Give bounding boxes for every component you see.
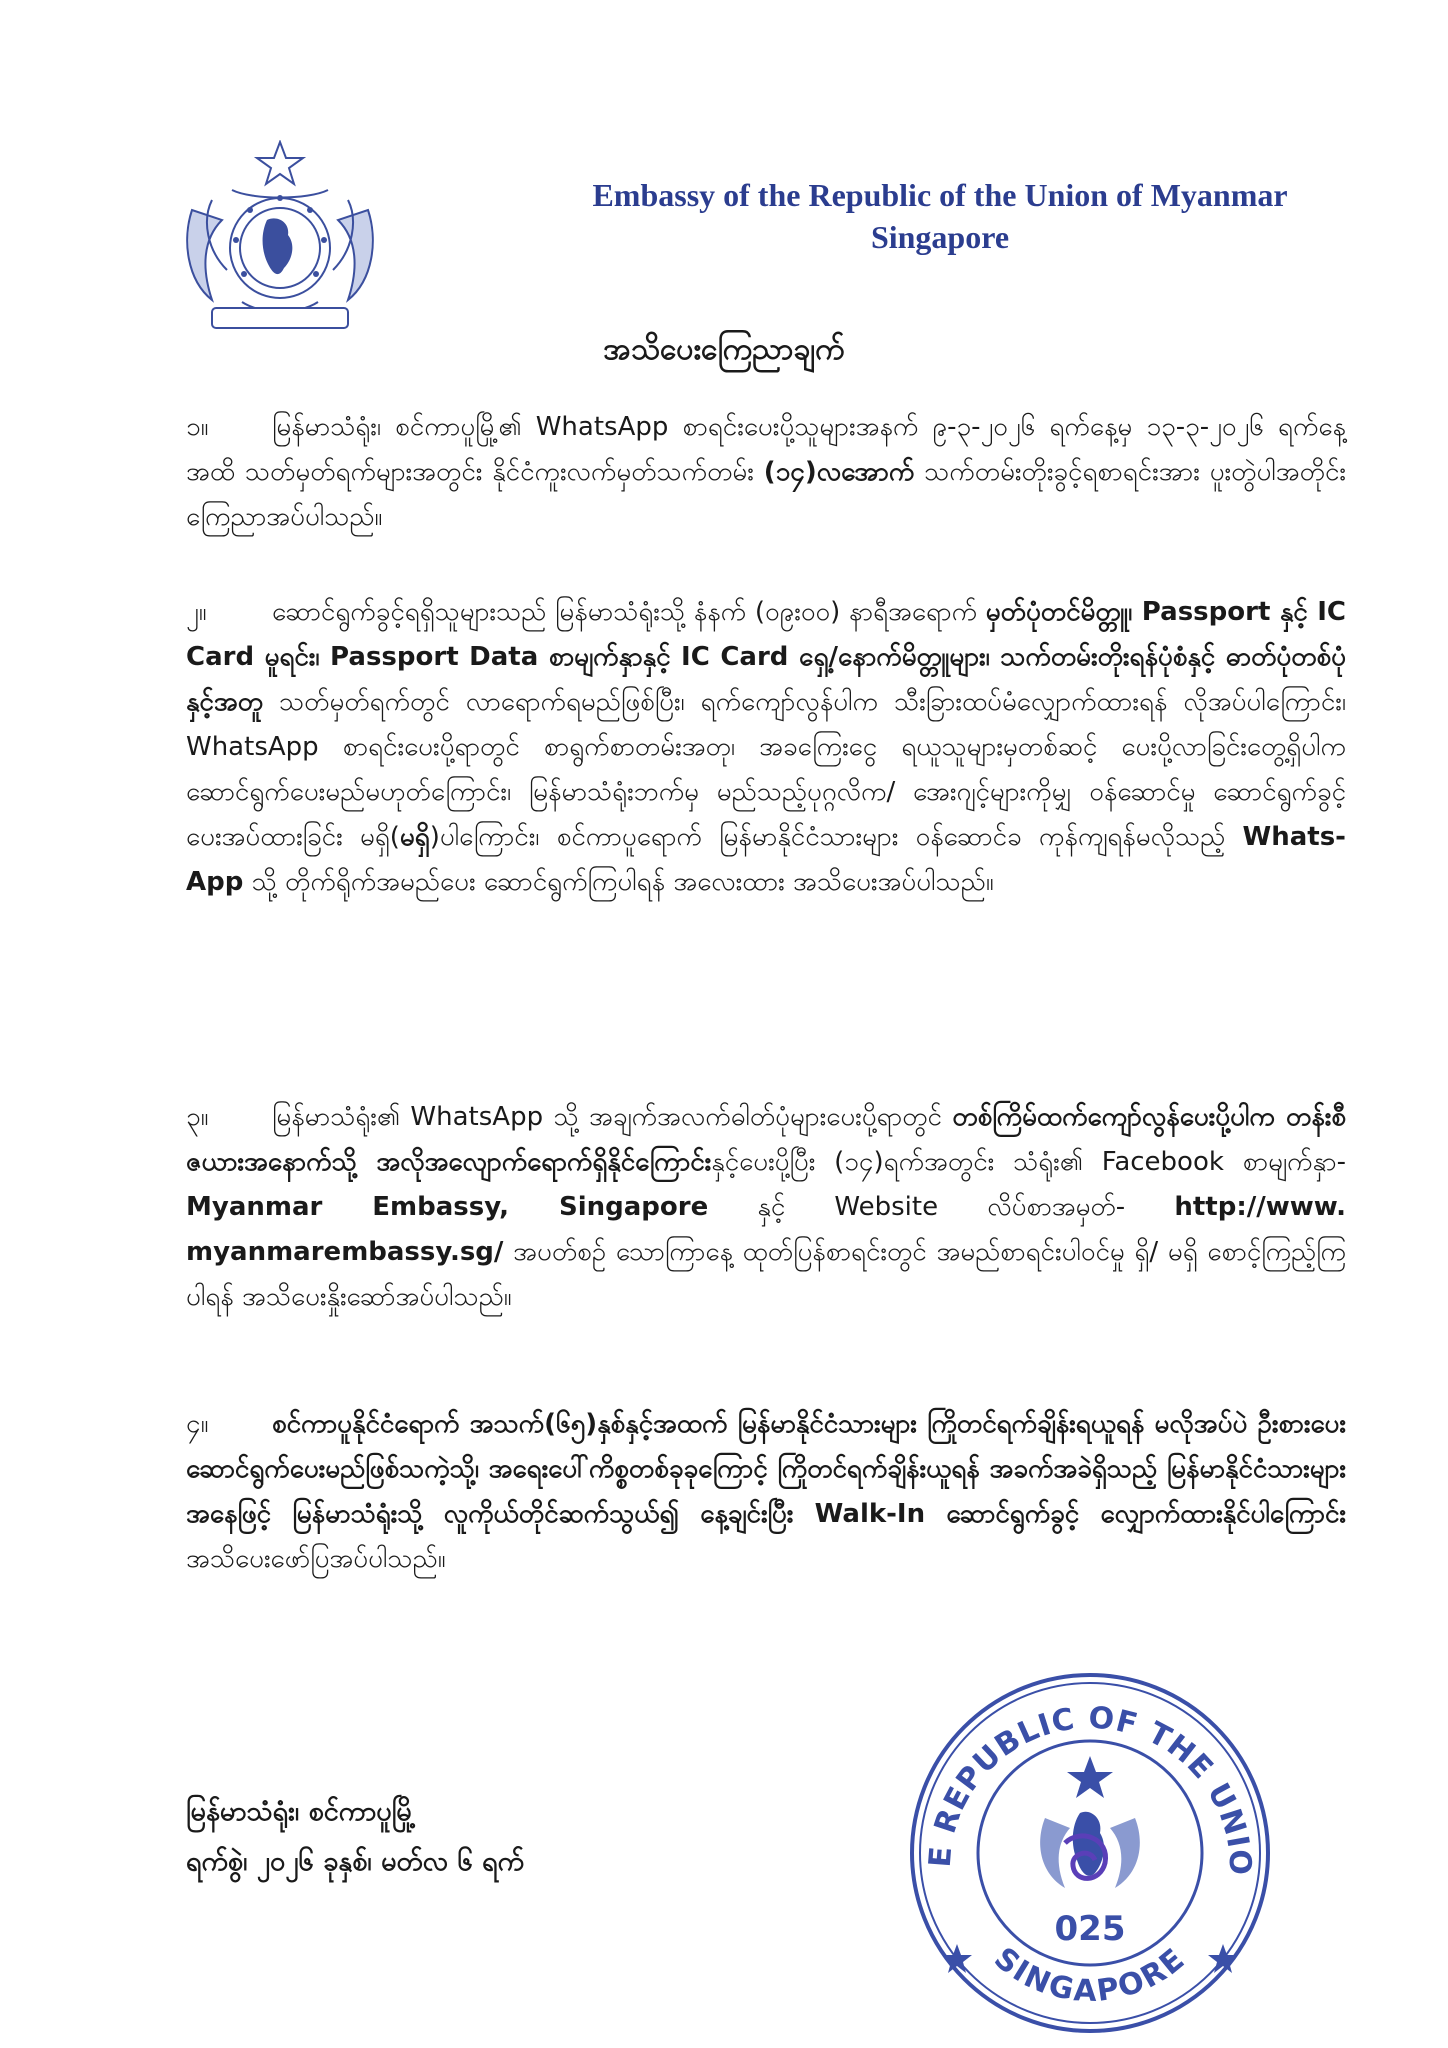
paragraph-text: မြန်မာသံရုံး၏ WhatsApp သို့ အချက်အလက်ဓါတ်ပုံများပေးပို့ရာတွင် xyxy=(272,1102,953,1132)
signature-block xyxy=(186,1787,886,1887)
paragraph-text: နှင့် Website လိပ်စာအမှတ်- xyxy=(708,1192,1175,1222)
embassy-title: Embassy of the Republic of the Union of Myanmar xyxy=(592,177,1288,213)
facebook-page-name: Myanmar Embassy, Singapore xyxy=(186,1192,709,1222)
paragraph-text: အသိပေးဖော်ပြအပ်ပါသည်။ xyxy=(186,1544,446,1574)
stamp-emblem-icon xyxy=(1040,1756,1140,1888)
paragraph-4 xyxy=(186,1402,1346,1582)
paragraph-bold-text: Whats- App xyxy=(186,822,1346,897)
stamp-number: 025 xyxy=(1054,1909,1126,1949)
notice-heading: အသိပေးကြေညာချက် xyxy=(603,332,845,367)
paragraph-text: နှင့်ပေးပို့ပြီး (၁၄)ရက်အတွင်း သံရုံး၏ Facebook စာမျက်နှာ- xyxy=(711,1147,1346,1177)
stamp-outer-text: E REPUBLIC OF THE UNIO xyxy=(922,1700,1258,1877)
letterhead xyxy=(540,174,1340,258)
paragraph-number: ၁။ xyxy=(186,412,209,442)
paragraph-text: သက်တမ်းတိုးခွင့်ရစာရင်းအား ပူးတွဲပါအတိုင်းကြေညာအပ်ပါသည်။ xyxy=(186,457,1346,532)
paragraph-1 xyxy=(186,405,1346,540)
paragraph-text: သတ်မှတ်ရက်တွင် လာရောက်ရမည်ဖြစ်ပြီး၊ ရက်ကျော်လွန်ပါက သီးခြားထပ်မံလျှောက်ထားရန် လိုအပ်ပါကြောင်း၊ WhatsApp စာရင်းပေးပို့ရာတွင် စာရွက်စာတမ်းအတု၊ အခကြေးငွေ ရယူသူများမှတစ်ဆင့် ပေးပို့လာခြင်းတွေ့ရှိပါက ဆောင်ရွက်ပေးမည်မဟုတ်ကြောင်း၊ မြန်မာသံရုံးဘက်မှ မည်သည့်ပုဂ္ဂလိက/ အေးဂျင့်များကိုမျှ ဝန်ဆောင်မှု ဆောင်ရွက်ခွင့်ပေးအပ်ထားခြင်း မရှိ( xyxy=(186,687,1346,852)
embassy-city: Singapore xyxy=(870,219,1010,255)
paragraph-text: )ပါကြောင်း၊ စင်ကာပူရောက် မြန်မာနိုင်ငံသားများ ဝန်ဆောင်ခ ကုန်ကျရန်မလိုသည့် xyxy=(429,822,1243,852)
paragraph-2 xyxy=(186,590,1346,905)
embassy-stamp xyxy=(905,1668,1275,2038)
paragraph-number: ၄။ xyxy=(186,1409,209,1439)
paragraph-bold-text: တစ်ကြိမ်ထက်ကျော်လွန်ပေးပို့ပါက တန်းစီဇယားအနောက်သို့ အလိုအလျောက်ရောက်ရှိနိုင်ကြောင်း xyxy=(186,1102,1347,1177)
paragraph-text: အပတ်စဉ် သောကြာနေ့ ထုတ်ပြန်စာရင်းတွင် အမည်စာရင်းပါဝင်မှု ရှိ/ မရှိ စောင့်ကြည့်ကြပါရန် အသိပေးနှိုးဆော်အပ်ပါသည်။ xyxy=(186,1237,1346,1312)
stamp-bottom-text: SINGAPORE xyxy=(987,1940,1193,2010)
paragraph-bold-text: မှတ်ပုံတင်မိတ္တူ၊ Passport နှင့် IC Card မူရင်း၊ Passport Data စာမျက်နှာနှင့် IC Card ရှေ့/နောက်မိတ္တူများ၊ သက်တမ်းတိုးရန်ပုံစံနှင့် ဓာတ်ပုံတစ်ပုံနှင့်အတူ xyxy=(186,597,1346,717)
paragraph-text: မြန်မာသံရုံး၊ စင်ကာပူမြို့၏ WhatsApp စာရင်းပေးပို့သူများအနက် ၉-၃-၂၀၂၆ ရက်နေ့မှ ၁၃-၃-၂၀၂၆ ရက်နေ့အထိ သတ်မှတ်ရက်များအတွင်း နိုင်ငံကူးလက်မှတ်သက်တမ်း xyxy=(186,412,1346,487)
svg-text:SINGAPORE xyxy=(987,1941,1192,2009)
state-seal-emblem-icon xyxy=(172,140,388,338)
paragraph-number: ၃။ xyxy=(186,1102,209,1132)
website-url: http://www. myanmarembassy.sg/ xyxy=(186,1192,1346,1267)
paragraph-bold-text: (၁၄)လအောက် xyxy=(763,457,915,487)
paragraph-bold-text: စင်ကာပူနိုင်ငံရောက် အသက်(၆၅)နှစ်နှင့်အထက် မြန်မာနိုင်ငံသားများ ကြိုတင်ရက်ချိန်းရယူရန် မလိုအပ်ပဲ ဦးစားပေးဆောင်ရွက်ပေးမည်ဖြစ်သကဲ့သို့၊ အရေးပေါ်ကိစ္စတစ်ခုခုကြောင့် ကြိုတင်ရက်ချိန်းယူရန် အခက်အခဲရှိသည့် မြန်မာနိုင်ငံသားများအနေဖြင့် မြန်မာသံရုံးသို့ လူကိုယ်တိုင်ဆက်သွယ်၍ နေ့ချင်းပြီး Walk-In ဆောင်ရွက်ခွင့် လျှောက်ထားနိုင်ပါကြောင်း xyxy=(186,1409,1346,1529)
paragraph-text: ဆောင်ရွက်ခွင့်ရရှိသူများသည် မြန်မာသံရုံးသို့ နံနက် (၀၉း၀၀) နာရီအရောက် xyxy=(272,597,986,627)
paragraph-text: သို့ တိုက်ရိုက်အမည်ပေး ဆောင်ရွက်ကြပါရန် အလေးထား အသိပေးအပ်ပါသည်။ xyxy=(243,867,994,897)
paragraph-3 xyxy=(186,1095,1346,1320)
signature-issuer: မြန်မာသံရုံး၊ စင်ကာပူမြို့ xyxy=(186,1796,416,1827)
paragraph-number: ၂။ xyxy=(186,597,207,627)
paragraph-bold-text: မရှိ xyxy=(399,822,430,852)
signature-date: ရက်စွဲ၊ ၂၀၂၆ ခုနှစ်၊ မတ်လ ၆ ရက် xyxy=(186,1846,525,1877)
